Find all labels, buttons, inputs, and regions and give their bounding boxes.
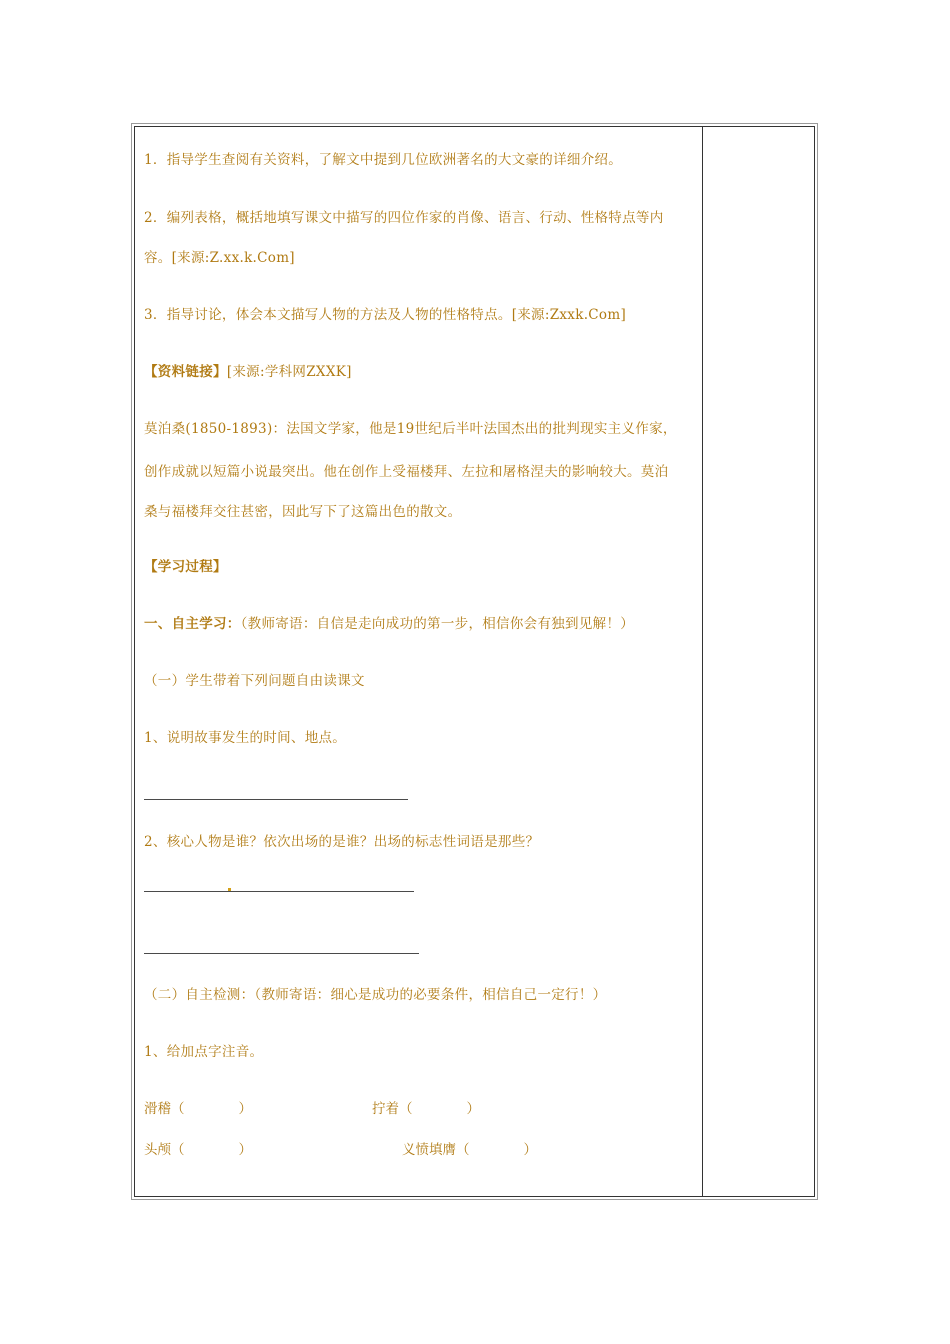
pinyin-item-1[interactable]: 滑稽（ ）: [144, 1101, 252, 1117]
bio-line-1: 莫泊桑(1850-1893)：法国文学家，他是19世纪后半叶法国杰出的批判现实主义作家，: [144, 421, 677, 437]
question-1: 1、说明故事发生的时间、地点。: [144, 730, 347, 746]
table-column-divider: [702, 126, 703, 1197]
table-inner-border: [134, 126, 815, 1197]
reference-heading: 【资料链接】: [144, 364, 227, 380]
separator-dot: [228, 888, 231, 891]
subsection-2: （二）自主检测：（教师寄语：细心是成功的必要条件，相信自己一定行！）: [144, 987, 607, 1003]
pinyin-item-4[interactable]: 义愤填膺（ ）: [402, 1142, 537, 1158]
reference-heading-row: [144, 363, 352, 381]
question-3: 1、给加点字注音。: [144, 1044, 264, 1060]
question-2: 2、核心人物是谁？依次出场的是谁？出场的标志性词语是那些？: [144, 834, 540, 850]
answer-line-2[interactable]: [144, 891, 414, 892]
section-1-row: [144, 615, 634, 633]
item-1: 1．指导学生查阅有关资料，了解文中提到几位欧洲著名的大文豪的详细介绍。: [144, 152, 623, 168]
subsection-1: （一）学生带着下列问题自由读课文: [144, 673, 365, 689]
pinyin-item-3[interactable]: 头颅（ ）: [144, 1142, 252, 1158]
answer-line-1[interactable]: [144, 799, 408, 800]
item-2-line-1: 2．编列表格，概括地填写课文中描写的四位作家的肖像、语言、行动、性格特点等内: [144, 210, 664, 226]
pinyin-item-2[interactable]: 拧着（ ）: [372, 1101, 480, 1117]
bio-line-3: 桑与福楼拜交往甚密，因此写下了这篇出色的散文。: [144, 504, 462, 520]
section-1-note: （教师寄语：自信是走向成功的第一步，相信你会有独到见解！）: [240, 616, 635, 632]
item-3: 3．指导讨论，体会本文描写人物的方法及人物的性格特点。[来源:Zxxk.Com]: [144, 307, 627, 323]
section-1-title: 一、自主学习：: [144, 616, 241, 632]
item-2-line-2: 容。[来源:Z.xx.k.Com]: [144, 250, 295, 266]
answer-line-3[interactable]: [144, 953, 419, 954]
reference-source: [来源:学科网ZXXK]: [226, 364, 352, 380]
bio-line-2: 创作成就以短篇小说最突出。他在创作上受福楼拜、左拉和屠格涅夫的影响较大。莫泊: [144, 464, 669, 480]
process-heading: 【学习过程】: [144, 559, 227, 575]
